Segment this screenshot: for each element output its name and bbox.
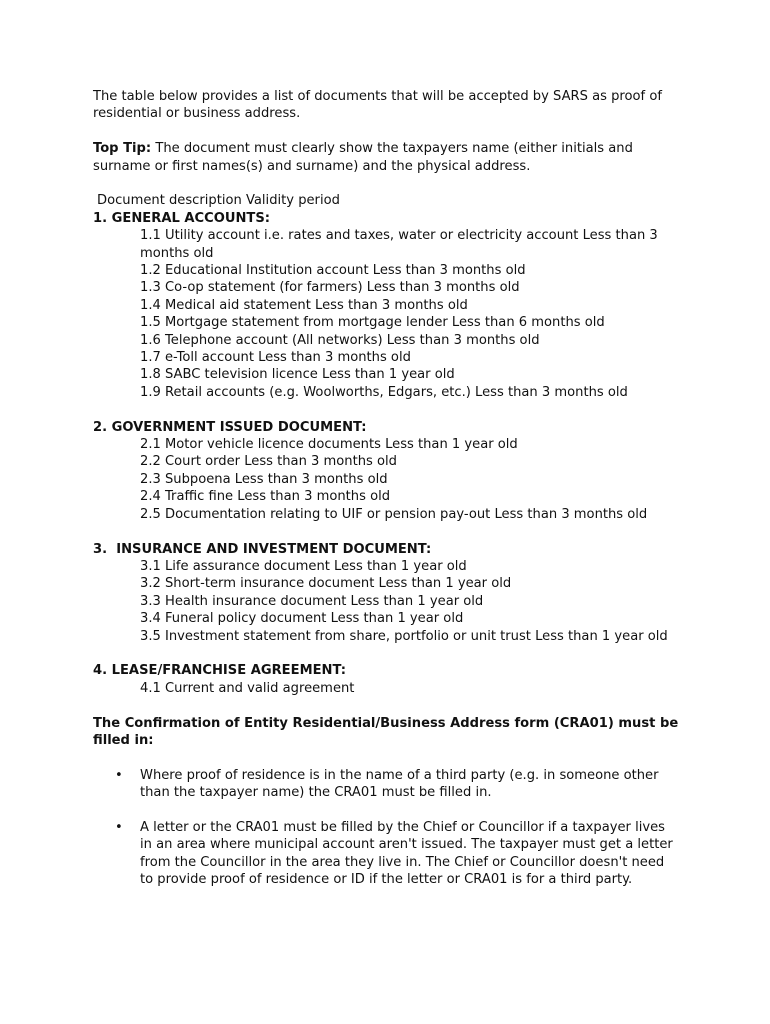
spacer — [93, 749, 680, 766]
section-title-government-issued: 2. GOVERNMENT ISSUED DOCUMENT: — [93, 419, 367, 435]
bullet-text: A letter or the CRA01 must be filled by the Chief or Councillor if a taxpayer lives in an area where municipal account aren't issued. The taxpayer must get a letter from the Councillor in the area they live in. The Chief or Councillor doesn't need to provide proof of residence or ID if the letter or CRA01 is for a third party. — [140, 819, 673, 888]
intro-paragraph: The table below provides a list of documents that will be accepted by SARS as proof of residential or business address. — [93, 89, 662, 122]
insurance-investment-list — [93, 558, 680, 645]
list-item: 4.1 Current and valid agreement — [140, 680, 355, 696]
list-item: 1.9 Retail accounts (e.g. Woolworths, Edgars, etc.) Less than 3 months old — [140, 384, 628, 400]
spacer — [93, 697, 680, 714]
top-tip-label: Top Tip: — [93, 141, 152, 157]
list-item: 3.4 Funeral policy document Less than 1 year old — [140, 611, 464, 627]
list-item: 3.3 Health insurance document Less than 1 year old — [140, 593, 484, 609]
list-item: 1.3 Co-op statement (for farmers) Less than 3 months old — [140, 280, 520, 296]
bullet-item — [93, 819, 680, 889]
spacer — [93, 802, 680, 819]
list-item: 1.1 Utility account i.e. rates and taxes, water or electricity account Less than 3 months old — [140, 228, 658, 261]
list-item: 2.5 Documentation relating to UIF or pension pay-out Less than 3 months old — [140, 506, 648, 522]
top-tip-text: The document must clearly show the taxpayers name (either initials and surname or first names(s) and surname) and the physical address. — [93, 141, 633, 174]
table-header: Document description Validity period — [97, 193, 340, 209]
bullet-icon: • — [115, 767, 123, 783]
bullet-item — [93, 767, 680, 802]
general-accounts-list — [93, 227, 680, 401]
spacer — [93, 123, 680, 140]
bullet-text: Where proof of residence is in the name of a third party (e.g. in someone other than the taxpayer name) the CRA01 must be filled in. — [140, 767, 659, 801]
spacer — [93, 175, 680, 192]
list-item: 1.6 Telephone account (All networks) Less than 3 months old — [140, 332, 540, 348]
list-item: 1.5 Mortgage statement from mortgage lender Less than 6 months old — [140, 315, 605, 331]
lease-franchise-list — [93, 680, 680, 697]
list-item: 2.3 Subpoena Less than 3 months old — [140, 471, 388, 487]
section-title-general-accounts: 1. GENERAL ACCOUNTS: — [93, 210, 271, 226]
list-item: 1.8 SABC television licence Less than 1 year old — [140, 367, 455, 383]
cra01-heading: The Confirmation of Entity Residential/Business Address form (CRA01) must be filled in: — [93, 715, 679, 748]
top-tip-paragraph — [93, 140, 680, 175]
spacer — [93, 523, 680, 540]
section-title-lease-franchise: 4. LEASE/FRANCHISE AGREEMENT: — [93, 663, 346, 679]
list-item: 3.5 Investment statement from share, portfolio or unit trust Less than 1 year old — [140, 628, 668, 644]
spacer — [93, 401, 680, 418]
list-item: 2.2 Court order Less than 3 months old — [140, 454, 397, 470]
list-item: 1.2 Educational Institution account Less than 3 months old — [140, 263, 526, 279]
spacer — [93, 645, 680, 662]
cra01-bullet-list — [93, 767, 680, 889]
government-issued-list — [93, 436, 680, 523]
list-item: 3.2 Short-term insurance document Less than 1 year old — [140, 576, 512, 592]
bullet-icon: • — [115, 819, 123, 835]
list-item: 1.4 Medical aid statement Less than 3 months old — [140, 297, 468, 313]
list-item: 2.1 Motor vehicle licence documents Less than 1 year old — [140, 437, 518, 453]
section-title-insurance-investment: 3. INSURANCE AND INVESTMENT DOCUMENT: — [93, 541, 432, 557]
list-item: 2.4 Traffic fine Less than 3 months old — [140, 489, 391, 505]
list-item: 1.7 e-Toll account Less than 3 months old — [140, 350, 411, 366]
list-item: 3.1 Life assurance document Less than 1 year old — [140, 558, 467, 574]
